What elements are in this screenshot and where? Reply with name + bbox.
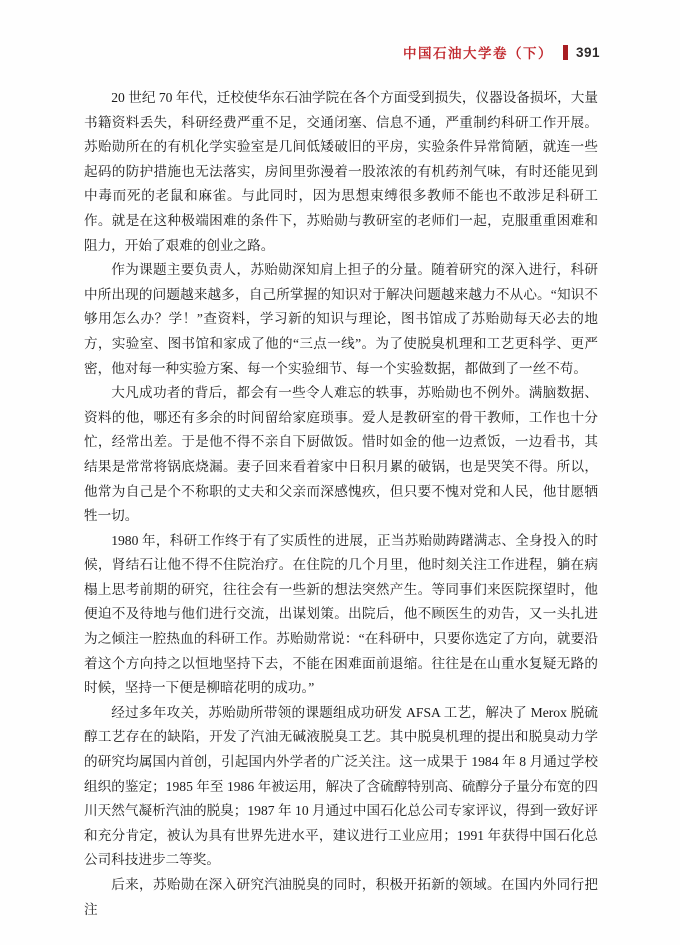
- book-title: 中国石油大学卷（下）: [402, 46, 553, 61]
- page-body-text: [84, 86, 598, 922]
- paragraph: 大凡成功者的背后，都会有一些令人难忘的轶事，苏贻勋也不例外。满脑数据、资料的他，哪还有多余的时间留给家庭琐事。爱人是教研室的骨干教师，工作也十分忙，经常出差。于是他不得不亲自下厨做饭。惜时如金的他一边煮饭，一边看书，其结果是常常将锅底烧漏。妻子回来看着家中日积月累的破锅，也是哭笑不得。所以，他常为自己是个不称职的丈夫和父亲而深感愧疚，但只要不愧对党和人民，他甘愿牺牲一切。: [84, 385, 598, 524]
- paragraph: 1980 年，科研工作终于有了实质性的进展，正当苏贻勋踌躇满志、全身投入的时候，肾结石让他不得不住院治疗。在住院的几个月里，他时刻关注工作进程，躺在病榻上思考前期的研究，往往会有一些新的想法突然产生。等同事们来医院探望时，他便迫不及待地与他们进行交流，出谋划策。出院后，他不顾医生的劝告，又一头扎进为之倾注一腔热血的科研工作。苏贻勋常说：“在科研中，只要你选定了方向，就要沿着这个方向持之以恒地坚持下去，不能在困难面前退缩。往往是在山重水复疑无路的时候，坚持一下便是柳暗花明的成功。”: [84, 532, 598, 696]
- red-divider-bar: [563, 45, 568, 60]
- paragraph: 作为课题主要负责人，苏贻勋深知肩上担子的分量。随着研究的深入进行，科研中所出现的问题越来越多，自己所掌握的知识对于解决问题越来越力不从心。“知识不够用怎么办？学！”查资料，学习新的知识与理论，图书馆成了苏贻勋每天必去的地方，实验室、图书馆和家成了他的“三点一线”。为了使脱臭机理和工艺更科学、更严密，他对每一种实验方案、每一个实验细节、每一个实验数据，都做到了一丝不苟。: [84, 262, 598, 376]
- paragraph: 经过多年攻关，苏贻勋所带领的课题组成功研发 AFSA 工艺，解决了 Merox 脱硫醇工艺存在的缺陷，开发了汽油无碱液脱臭工艺。其中脱臭机理的提出和脱臭动力学的研究均属国内首创，引起国内外学者的广泛关注。这一成果于 1984 年 8 月通过学校组织的鉴定；1985 年至 1986 年被运用，解决了含硫醇特别高、硫醇分子量分布宽的四川天然气凝析汽油的脱臭；1987 年 10 月通过中国石化总公司专家评议，得到一致好评和充分肯定，被认为具有世界先进水平，建议进行工业应用；1991 年获得中国石化总公司科技进步二等奖。: [84, 704, 598, 868]
- paragraph: 后来，苏贻勋在深入研究汽油脱臭的同时，积极开拓新的领域。在国内外同行把注: [84, 877, 598, 917]
- paragraph: 20 世纪 70 年代，迁校使华东石油学院在各个方面受到损失，仪器设备损坏，大量书籍资料丢失，科研经费严重不足，交通闭塞、信息不通，严重制约科研工作开展。苏贻勋所在的有机化学实验室是几间低矮破旧的平房，实验条件异常简陋，就连一些起码的防护措施也无法落实，房间里弥漫着一股浓浓的有机药剂气味，有时还能见到中毒而死的老鼠和麻雀。与此同时，因为思想束缚很多教师不能也不敢涉足科研工作。就是在这种极端困难的条件下，苏贻勋与教研室的老师们一起，克服重重困难和阻力，开始了艰难的创业之路。: [84, 90, 598, 253]
- page-number: 391: [575, 44, 600, 60]
- page-header: [403, 42, 600, 62]
